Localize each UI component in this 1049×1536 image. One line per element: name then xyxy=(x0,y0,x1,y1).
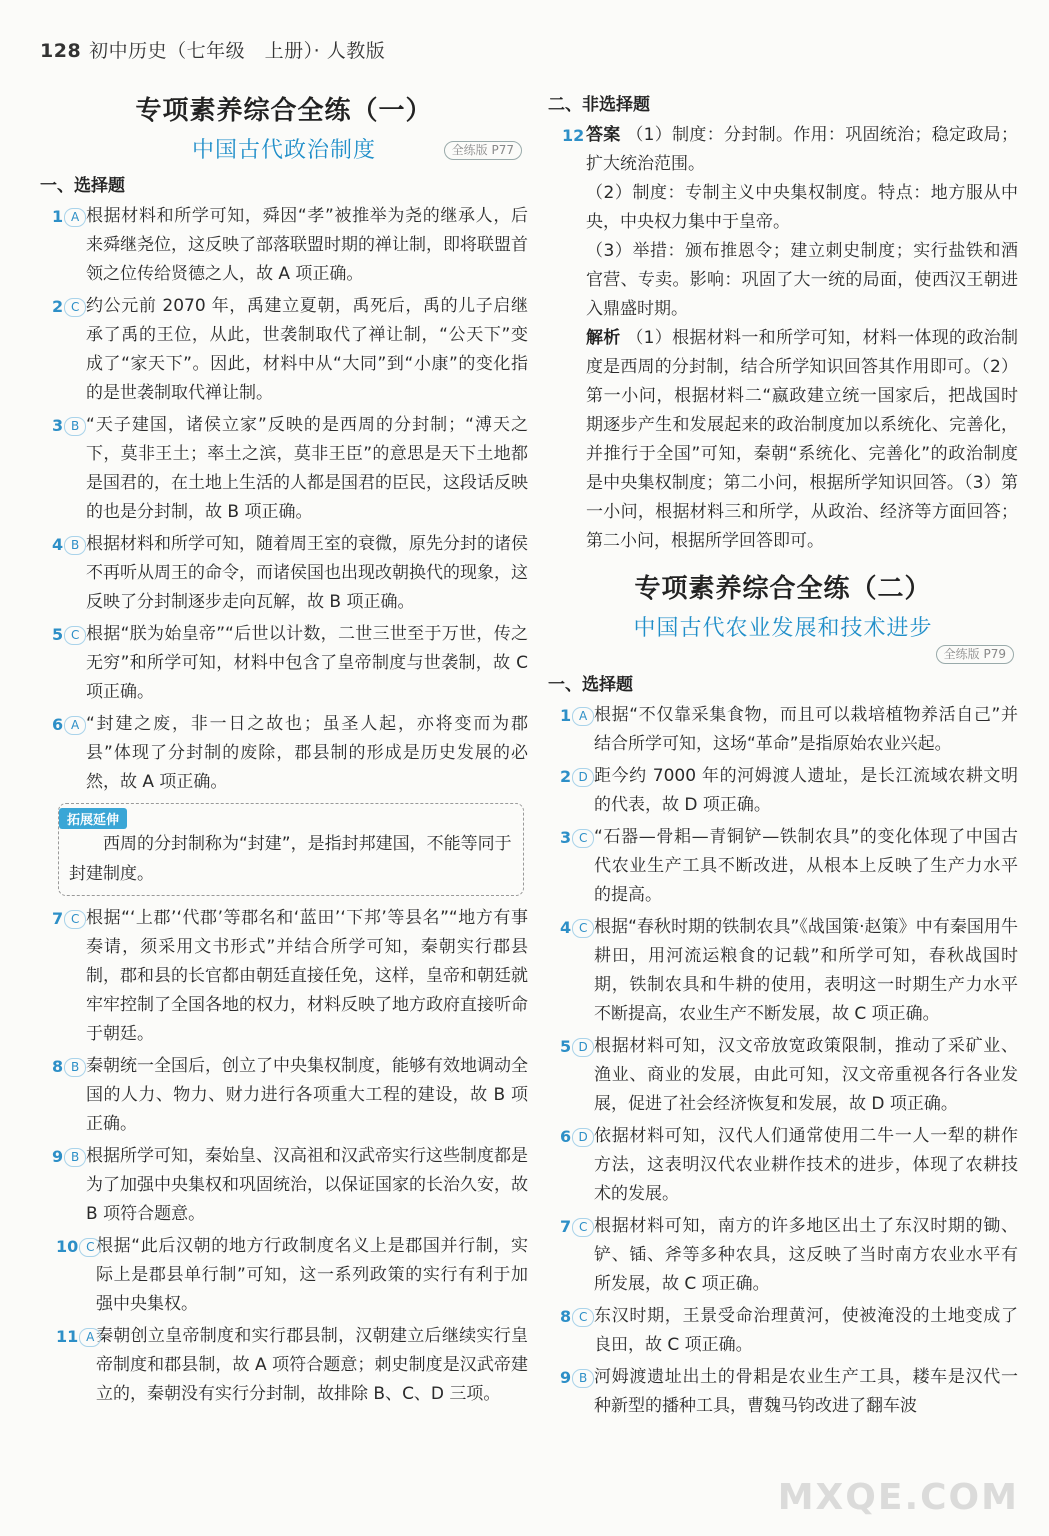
answer-item xyxy=(40,202,528,289)
answer-marker xyxy=(56,1322,101,1352)
book-title: 初中历史（七年级 上册）· 人教版 xyxy=(89,40,386,62)
answer-option: C xyxy=(572,829,594,848)
answer-option: D xyxy=(572,1128,594,1147)
answer-text: 根据材料和所学可知，随着周王室的衰微，原先分封的诸侯不再听从周王的命令，而诸侯国也出现改朝换代的现象，这反映了分封制逐步走向瓦解，故 B 项正确。 xyxy=(86,534,528,612)
answer-text: 根据“朕为始皇帝”“后世以计数，二世三世至于万世，传之无穷”和所学可知，材料中包含了皇帝制度与世袭制，故 C 项正确。 xyxy=(86,624,528,702)
answer-list xyxy=(40,904,528,1409)
section-subtitle-2: 中国古代农业发展和技术进步 xyxy=(633,616,933,641)
answer-text: 河姆渡遗址出土的骨耜是农业生产工具，耧车是汉代一种新型的播种工具，曹魏马钧改进了翻车波 xyxy=(594,1367,1018,1416)
answer-marker xyxy=(52,620,86,650)
answer-marker xyxy=(560,913,594,943)
question-number: 5 xyxy=(560,1037,572,1056)
answer-text: 距今约 7000 年的河姆渡人遗址，是长江流域农耕文明的代表，故 D 项正确。 xyxy=(594,766,1018,815)
answer-option: B xyxy=(64,1148,86,1167)
answer-item xyxy=(40,1322,528,1409)
answer-marker xyxy=(52,530,86,560)
answer-text: 秦朝统一全国后，创立了中央集权制度，能够有效地调动全国的人力、物力、财力进行各项重大工程的建设，故 B 项正确。 xyxy=(86,1056,528,1134)
answer-item xyxy=(548,1302,1018,1360)
answer-item xyxy=(40,530,528,617)
answer-item xyxy=(40,710,528,797)
answer-marker xyxy=(52,1052,86,1082)
question-number: 2 xyxy=(52,297,64,316)
answer-item xyxy=(548,1212,1018,1299)
question-number: 8 xyxy=(560,1307,572,1326)
extension-text: 西周的分封制称为“封建”，是指封邦建国，不能等同于封建制度。 xyxy=(69,834,512,884)
question-number: 7 xyxy=(560,1217,572,1236)
answer-option: C xyxy=(572,1218,594,1237)
answer-marker xyxy=(560,1032,594,1062)
section-heading-nonchoice: 二、非选择题 xyxy=(548,95,650,115)
answer-text: 根据“此后汉朝的地方行政制度名义上是郡国并行制，实际上是郡县单行制”可知，这一系列政策的实行有利于加强中央集权。 xyxy=(96,1236,528,1314)
answer-text: （3）举措：颁布推恩令；建立刺史制度；实行盐铁和酒官营、专卖。影响：巩固了大一统的局面，使西汉王朝进入鼎盛时期。 xyxy=(586,241,1018,319)
question-12 xyxy=(548,121,1018,556)
answer-option: A xyxy=(64,208,86,227)
badge-line xyxy=(548,643,1014,664)
question-number: 2 xyxy=(560,767,572,786)
question-number: 4 xyxy=(560,918,572,937)
answer-marker xyxy=(560,1363,594,1393)
q12-answer-head xyxy=(548,121,1018,179)
answer-option: C xyxy=(64,298,86,317)
answer-text: 东汉时期，王景受命治理黄河，使被淹没的土地变成了良田，故 C 项正确。 xyxy=(594,1306,1018,1355)
answer-marker xyxy=(560,701,594,731)
question-number: 1 xyxy=(560,706,572,725)
answer-text: 根据材料可知，南方的许多地区出土了东汉时期的锄、铲、锸、斧等多种农具，这反映了当时南方农业水平有所发展，故 C 项正确。 xyxy=(594,1216,1018,1294)
answer-option: A xyxy=(572,707,594,726)
answer-text: 约公元前 2070 年，禹建立夏朝，禹死后，禹的儿子启继承了禹的王位，从此，世袭制取代了禅让制，“公天下”变成了“家天下”。因此，材料中从“大同”到“小康”的变化指的是世袭制取代禅让制。 xyxy=(86,296,528,403)
answer-item xyxy=(548,823,1018,910)
question-number: 11 xyxy=(56,1327,79,1346)
answer-marker xyxy=(52,1142,86,1172)
answer-item xyxy=(40,411,528,527)
answer-item xyxy=(548,701,1018,759)
left-column xyxy=(40,86,528,1412)
answer-item xyxy=(40,620,528,707)
answer-list xyxy=(40,202,528,797)
watermark-logo: MXQE.COM xyxy=(777,1477,1019,1518)
question-number: 3 xyxy=(560,828,572,847)
answer-text: 根据所学可知，秦始皇、汉高祖和汉武帝实行这些制度都是为了加强中央集权和巩固统治，以保证国家的长治久安，故 B 项符合题意。 xyxy=(86,1146,528,1224)
answer-label: 答案 xyxy=(586,125,621,145)
answer-item xyxy=(548,1032,1018,1119)
answer-option: D xyxy=(572,768,594,787)
answer-text: 秦朝创立皇帝制度和实行郡县制，汉朝建立后继续实行皇帝制度和郡县制，故 A 项符合题意；刺史制度是汉武帝建立的，秦朝没有实行分封制，故排除 B、C、D 三项。 xyxy=(96,1326,528,1404)
answer-item xyxy=(548,762,1018,820)
answer-item xyxy=(40,292,528,408)
question-number: 8 xyxy=(52,1057,64,1076)
answer-text: “石器—骨耜—青铜铲—铁制农具”的变化体现了中国古代农业生产工具不断改进，从根本上反映了生产力水平的提高。 xyxy=(594,827,1018,905)
page-reference-badge: 全练版 P79 xyxy=(936,645,1014,664)
answer-option: A xyxy=(64,716,86,735)
analysis-paragraph xyxy=(548,324,1018,556)
answer-option: C xyxy=(572,919,594,938)
answer-text: （2）制度：专制主义中央集权制度。特点：地方服从中央，中央权力集中于皇帝。 xyxy=(586,183,1018,232)
question-number: 4 xyxy=(52,535,64,554)
question-number: 6 xyxy=(52,715,64,734)
answer-option: B xyxy=(64,536,86,555)
question-number: 9 xyxy=(560,1368,572,1387)
answer-item xyxy=(40,1232,528,1319)
answer-marker xyxy=(560,1212,594,1242)
answer-item xyxy=(40,1052,528,1139)
answer-option: C xyxy=(79,1238,101,1257)
answer-item xyxy=(548,913,1018,1029)
answer-marker xyxy=(52,202,86,232)
question-number: 6 xyxy=(560,1127,572,1146)
answer-option: D xyxy=(572,1038,594,1057)
answer-option: A xyxy=(79,1328,101,1347)
subtitle-row-1 xyxy=(40,133,528,165)
answer-option: B xyxy=(64,1058,86,1077)
subtitle-row-2 xyxy=(548,611,1018,641)
answer-item xyxy=(40,1142,528,1229)
question-number: 3 xyxy=(52,416,64,435)
answer-marker xyxy=(560,1302,594,1332)
answer-text: 根据“不仅靠采集食物，而且可以栽培植物养活自己”并结合所学可知，这场“革命”是指原始农业兴起。 xyxy=(594,705,1018,754)
answer-list xyxy=(548,701,1018,1421)
right-column xyxy=(548,86,1018,1424)
answer-text: 根据材料可知，汉文帝放宽政策限制，推动了采矿业、渔业、商业的发展，由此可知，汉文帝重视各行各业发展，促进了社会经济恢复和发展，故 D 项正确。 xyxy=(594,1036,1018,1114)
answer-text: （1）制度：分封制。作用：巩固统治；稳定政局；扩大统治范围。 xyxy=(586,125,1018,174)
answer-option: B xyxy=(572,1369,594,1388)
analysis-label: 解析 xyxy=(586,328,621,348)
answer-marker xyxy=(52,710,86,740)
answer-item xyxy=(548,1122,1018,1209)
page-header xyxy=(40,36,385,63)
answer-option: B xyxy=(64,417,86,436)
question-number: 1 xyxy=(52,207,64,226)
extension-box xyxy=(58,803,524,896)
section-heading-choice: 一、选择题 xyxy=(40,176,125,196)
answer-marker xyxy=(52,411,86,441)
page-reference-badge: 全练版 P77 xyxy=(444,141,522,160)
answer-marker xyxy=(52,904,86,934)
answer-option: C xyxy=(572,1308,594,1327)
answer-option: C xyxy=(64,910,86,929)
extension-tag: 拓展延伸 xyxy=(59,808,127,829)
answer-text: “天子建国，诸侯立家”反映的是西周的分封制；“溥天之下，莫非王土；率土之滨，莫非王臣”的意思是天下土地都是国君的，在土地上生活的人都是国君的臣民，这段话反映的也是分封制，故 B 项正确。 xyxy=(86,415,528,522)
answer-marker xyxy=(52,292,86,322)
answer-marker xyxy=(560,762,594,792)
analysis-text: （1）根据材料一和所学可知，材料一体现的政治制度是西周的分封制，结合所学知识回答其作用即可。（2）第一小问，根据材料二“嬴政建立统一国家后，把战国时期逐步产生和发展起来的政治制度加以系统化、完善化，并推行于全国”可知，秦朝“系统化、完善化”的政治制度是中央集权制度；第二小问，根据所学知识回答。（3）第一小问，根据材料三和所学，从政治、经济等方面回答；第二小问，根据所学回答即可。 xyxy=(586,328,1018,551)
answer-item xyxy=(40,904,528,1049)
answer-item xyxy=(548,1363,1018,1421)
question-number: 7 xyxy=(52,909,64,928)
answer-text: 根据“‘上郡’‘代郡’等郡名和‘蓝田’‘下邦’等县名”“地方有事奏请，须采用文书形式”并结合所学可知，秦朝实行郡县制，郡和县的长官都由朝廷直接任免，这样，皇帝和朝廷就牢牢控制了全国各地的权力，材料反映了地方政府直接听命于朝廷。 xyxy=(86,908,528,1044)
page-number: 128 xyxy=(40,40,82,62)
section-title-1: 专项素养综合全练（一） xyxy=(135,96,433,126)
question-number: 12 xyxy=(562,126,585,145)
answer-text: 根据材料和所学可知，舜因“孝”被推举为尧的继承人，后来舜继尧位，这反映了部落联盟时期的禅让制，即将联盟首领之位传给贤德之人，故 A 项正确。 xyxy=(86,206,528,284)
answer-text: 依据材料可知，汉代人们通常使用二牛一人一犁的耕作方法，这表明汉代农业耕作技术的进步，体现了农耕技术的发展。 xyxy=(594,1126,1018,1204)
section-subtitle-1: 中国古代政治制度 xyxy=(191,138,376,163)
answer-marker xyxy=(560,823,594,853)
answer-text: “封建之废，非一日之故也；虽圣人起，亦将变而为郡县”体现了分封制的废除，郡县制的形成是历史发展的必然，故 A 项正确。 xyxy=(86,714,528,792)
answer-marker xyxy=(560,1122,594,1152)
answer-option: C xyxy=(64,626,86,645)
answer-text: 根据“春秋时期的铁制农具”《战国策·赵策》中有秦国用牛耕田，用河流运粮食的记载”和所学可知，春秋战国时期，铁制农具和牛耕的使用，表明这一时期生产力水平不断提高，农业生产不断发展，故 C 项正确。 xyxy=(594,917,1018,1024)
question-number: 10 xyxy=(56,1237,79,1256)
question-number: 9 xyxy=(52,1147,64,1166)
section-title-2: 专项素养综合全练（二） xyxy=(634,574,932,604)
question-number: 5 xyxy=(52,625,64,644)
section-heading-choice: 一、选择题 xyxy=(548,675,633,695)
answer-marker xyxy=(56,1232,101,1262)
